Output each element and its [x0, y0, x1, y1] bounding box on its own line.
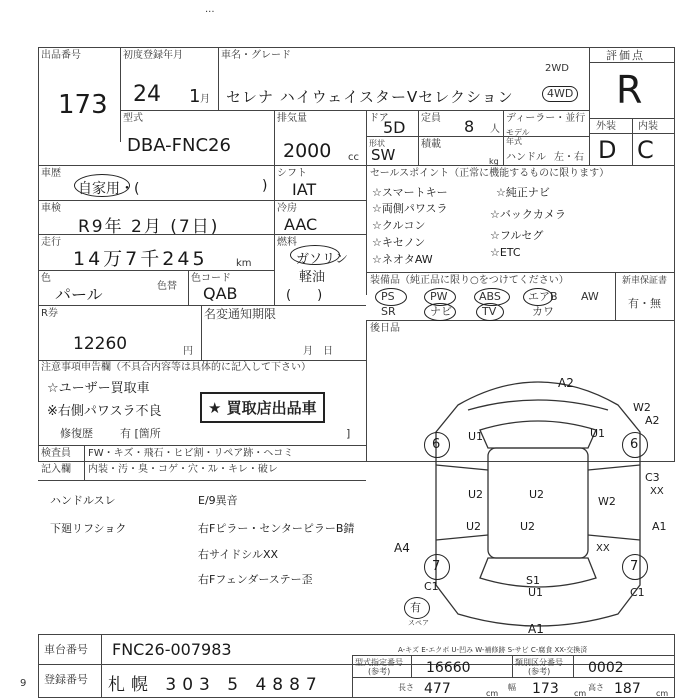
mileage-value: 14万7千245 [73, 248, 208, 270]
len-value: 477 [424, 681, 451, 697]
recycle-value: 12260 [73, 334, 128, 354]
history-circle [74, 174, 130, 197]
color-value: パール [55, 285, 103, 304]
repair-value: 有 [箇所 [120, 427, 161, 440]
mileage-unit: km [236, 258, 252, 269]
shift-label: シフト [277, 168, 307, 179]
shaken-label: 車検 [41, 203, 61, 214]
reg-label: 初度登録年月 [123, 50, 183, 61]
equip-item: AW [581, 290, 599, 303]
hgt-label: 高さ [588, 683, 604, 692]
note-line: ☆ユーザー買取車 [47, 381, 150, 396]
damage-mark: W2 [633, 401, 651, 414]
drive-2wd: 2WD [545, 63, 569, 74]
chassis-label: 車台番号 [44, 643, 88, 656]
inspector-label2: 記入欄 [41, 464, 71, 475]
wid-unit: cm [574, 689, 587, 698]
sales-item: ☆キセノン [372, 236, 426, 249]
repair-label: 修復歴 [60, 427, 93, 440]
damage-mark: U2 [468, 488, 484, 501]
ac-value: AAC [284, 215, 318, 234]
color-label2: 色替 [157, 281, 177, 292]
inspector-row2: 内装・汚・臭・コゲ・穴・ｽﾚ・キレ・破レ [88, 464, 278, 475]
class-sub: (参考) [528, 667, 551, 676]
damage-mark: A2 [558, 376, 574, 390]
repair-close: ] [346, 427, 351, 440]
sales-item: ☆両側パワスラ [372, 202, 448, 215]
damage-mark: U1 [468, 430, 484, 443]
int-label: 内装 [638, 121, 658, 132]
damage-mark: 有 [410, 601, 421, 614]
equip-label: 装備品（純正品に限り○をつけてください） [370, 275, 569, 286]
sales-item: ☆スマートキー [372, 186, 448, 199]
chassis-value: FNC26-007983 [112, 640, 232, 659]
ext-score: D [598, 136, 617, 164]
sales-item: ☆フルセグ [490, 229, 544, 242]
fuel-paren: ( ) [286, 288, 323, 303]
equip-item: ABS [479, 290, 501, 303]
dealer-stamp: ★ 買取店出品車 [200, 392, 325, 423]
damage-mark: U1 [590, 427, 606, 440]
doors-value: 5D [383, 118, 406, 137]
color-code-label: 色コード [191, 273, 231, 284]
load-label: 積載 [421, 139, 441, 150]
fuel-value: ガソリン [296, 252, 349, 267]
class-value: 0002 [588, 660, 624, 676]
reg-month-unit: 月 [200, 94, 210, 105]
car-name: セレナ ハイウェイスターVセレクション [226, 88, 514, 106]
damage-mark: A1 [528, 622, 544, 636]
comment-line: E/9異音 [198, 494, 238, 507]
int-score: C [637, 136, 654, 164]
rear-seat-label: 後日品 [370, 323, 400, 334]
model-value: DBA-FNC26 [127, 135, 231, 156]
lot-number: 173 [58, 90, 108, 120]
car-label: 車名・グレード [221, 50, 291, 61]
catalog-label: 型式指定番号 [355, 658, 403, 667]
equip-item: エアB [528, 290, 558, 303]
damage-mark: A4 [394, 541, 410, 555]
history-value: 自家用・( [78, 181, 140, 197]
class-label: 類別区分番号 [515, 658, 563, 667]
catalog-value: 16660 [426, 660, 471, 676]
comment-line: ハンドルスレ [50, 494, 116, 507]
damage-mark: S1 [526, 574, 540, 587]
damage-mark: C1 [630, 586, 645, 599]
recycle-label: R券 [41, 308, 58, 319]
catalog-sub: (参考) [368, 667, 391, 676]
reg-year: 24 [133, 82, 161, 107]
cc-unit: cc [348, 152, 359, 163]
history-close: ) [262, 178, 268, 194]
damage-mark: U2 [529, 488, 545, 501]
warranty-value: 有・無 [628, 297, 661, 310]
note-line: ※右側パワスラ不良 [47, 404, 162, 419]
sales-label: セールスポイント（正常に機能するものに限ります） [370, 168, 610, 179]
inspector-row1: FW・キズ・飛石・ヒビ割・リペア跡・ヘコミ [88, 448, 294, 459]
diagram-legend: A-キズ E-エクボ U-凹み W-補修跡 S-サビ C-腐食 XX-交換済 [398, 646, 588, 654]
len-label: 長さ [398, 683, 414, 692]
equip-circle [476, 303, 504, 321]
comment-line: 右サイドシルXX [198, 548, 279, 561]
top-mark: ... [205, 4, 215, 15]
damage-mark: 6 [432, 437, 441, 452]
dealer-label: ディーラー・並行 [506, 113, 586, 124]
shape-value: SW [371, 146, 396, 164]
cap-unit: 人 [490, 124, 500, 135]
comment-line: 右Fフェンダーステー歪 [198, 573, 313, 586]
hgt-unit: cm [656, 689, 669, 698]
shift-value: IAT [292, 180, 317, 199]
comment-line: 下廻リフショク [50, 522, 127, 535]
shape-label: 形状 [369, 139, 385, 148]
equip-item: ナビ [430, 305, 452, 318]
damage-mark: 7 [630, 559, 639, 574]
equip-item: SR [381, 305, 396, 318]
sales-item: ☆純正ナビ [496, 186, 550, 199]
damage-mark: XX [596, 543, 610, 554]
equip-circle [375, 288, 407, 306]
equip-item: PW [430, 290, 448, 303]
color-code: QAB [203, 284, 238, 303]
len-unit: cm [486, 689, 499, 698]
handle-label: ハンドル [506, 152, 546, 163]
plate-value: 札幌 303 5 4887 [108, 675, 323, 695]
sales-item: ☆ETC [490, 246, 521, 259]
hgt-value: 187 [614, 681, 641, 697]
fuel-circle [290, 245, 340, 265]
handle-opt: 左・右 [554, 152, 584, 163]
drive-4wd: 4WD [542, 86, 578, 102]
body-model-label: モデル [506, 128, 530, 137]
name-change-value: 月 日 [303, 346, 333, 357]
sales-item: ☆ネオタAW [372, 253, 433, 266]
model-label: 型式 [123, 113, 143, 124]
damage-mark: U2 [520, 520, 536, 533]
equip-item: カワ [532, 305, 554, 318]
damage-mark: A1 [652, 520, 667, 533]
equip-circle [523, 288, 553, 306]
equip-item: PS [381, 290, 395, 303]
warranty-label: 新車保証書 [622, 276, 668, 286]
notes-label: 注意事項申告欄（不具合内容等は具体的に記入して下さい） [41, 362, 311, 373]
recycle-unit: 円 [183, 346, 193, 357]
lot-label: 出品番号 [41, 50, 81, 61]
score-value: R [616, 68, 643, 112]
sales-item: ☆クルコン [372, 219, 426, 232]
wid-value: 173 [532, 681, 559, 697]
comment-line: 右Fピラー・センターピラーB錆 [198, 522, 355, 535]
body-model-sub: 年式 [506, 137, 522, 146]
reg-month: 1 [189, 86, 201, 107]
cc-value: 2000 [283, 140, 332, 162]
cap-value: 8 [464, 117, 475, 136]
damage-mark: XX [650, 486, 664, 497]
plate-label: 登録番号 [44, 673, 88, 686]
damage-mark: A2 [645, 414, 660, 427]
doors-label: ドア [369, 113, 389, 124]
damage-mark: 6 [630, 437, 639, 452]
spare-label: スペア [408, 619, 429, 627]
damage-mark: W2 [598, 495, 616, 508]
fuel-label: 燃料 [277, 237, 297, 248]
plate-row-no: 9 [20, 678, 27, 689]
damage-mark: 7 [432, 559, 441, 574]
shaken-value: R9年 2月 (7日) [78, 217, 220, 237]
damage-mark: C3 [645, 471, 660, 484]
damage-mark: C1 [424, 580, 439, 593]
history-label: 車歴 [41, 168, 61, 179]
fuel-alt: 軽油 [299, 270, 326, 285]
damage-mark: U1 [528, 586, 544, 599]
ac-label: 冷房 [277, 203, 297, 214]
inspector-label: 検査員 [41, 448, 71, 459]
damage-mark: U2 [466, 520, 482, 533]
equip-circle [424, 303, 456, 321]
ext-label: 外装 [596, 121, 616, 132]
sales-item: ☆バックカメラ [490, 208, 566, 221]
name-change-label: 名変通知期限 [204, 307, 277, 321]
cap-label: 定員 [421, 113, 441, 124]
load-unit: kg [489, 157, 499, 166]
wid-label: 幅 [508, 683, 516, 692]
score-label: 評価点 [606, 49, 645, 62]
cc-label: 排気量 [277, 113, 307, 124]
mileage-label: 走行 [41, 237, 61, 248]
color-label: 色 [41, 273, 51, 284]
equip-item: TV [482, 305, 497, 318]
